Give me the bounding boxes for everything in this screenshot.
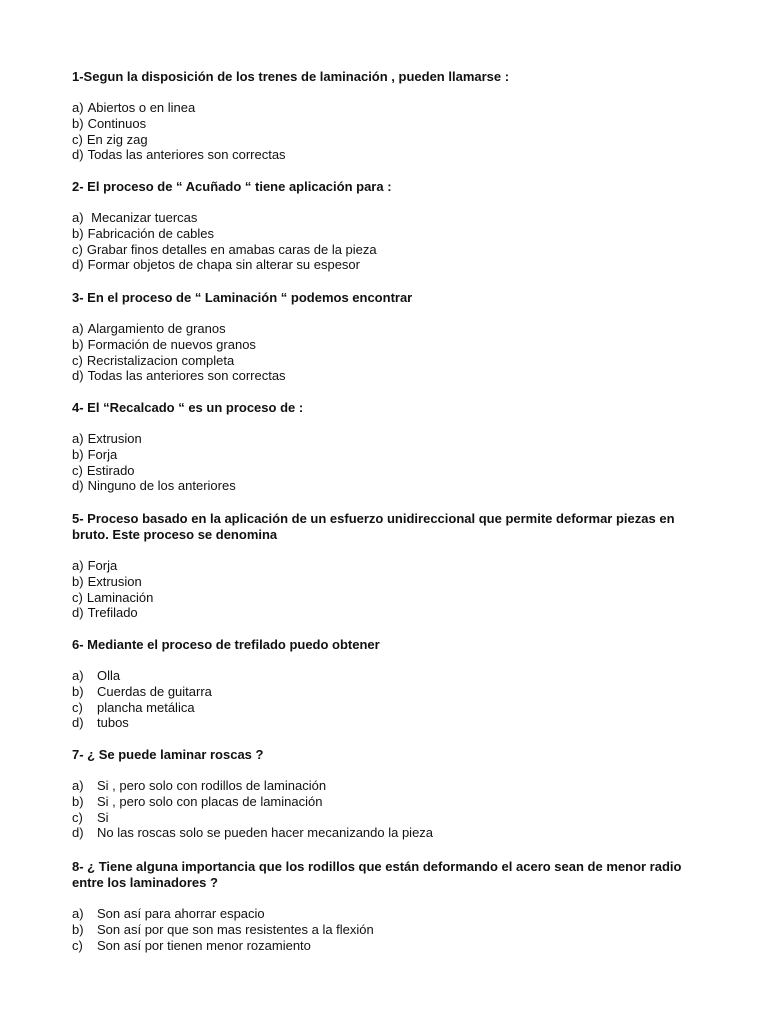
option-text: Olla: [97, 668, 121, 683]
option-text: Cuerdas de guitarra: [97, 683, 212, 699]
option-letter: a): [72, 668, 84, 683]
option-letter: a): [72, 558, 84, 573]
option-list: [72, 431, 712, 494]
question-3: [72, 290, 712, 384]
option-text: Forja: [87, 558, 118, 573]
option-letter: c): [72, 699, 83, 715]
option-letter: a): [72, 431, 84, 446]
option-b: [72, 116, 712, 132]
question-7: [72, 747, 712, 841]
option-d: [72, 715, 712, 731]
option-letter: c): [72, 352, 83, 368]
option-text: Extrusion: [87, 431, 142, 446]
option-c: [72, 353, 712, 369]
question-title: 3- En el proceso de “ Laminación “ podemos encontrar: [72, 290, 413, 305]
option-text: Son así para ahorrar espacio: [97, 906, 265, 921]
option-b: [72, 684, 712, 700]
option-text: tubos: [97, 715, 129, 731]
option-list: [72, 210, 712, 273]
option-b: [72, 226, 712, 242]
option-text: Son así por que son mas resistentes a la flexión: [97, 921, 374, 937]
option-letter: d): [72, 715, 84, 731]
option-text: Ninguno de los anteriores: [87, 478, 236, 494]
option-letter: a): [72, 906, 84, 921]
option-letter: b): [72, 793, 84, 809]
option-letter: c): [72, 809, 83, 825]
option-text: Estirado: [86, 462, 135, 478]
option-list: [72, 668, 712, 731]
option-list: [72, 906, 712, 953]
option-text: Si , pero solo con placas de laminación: [97, 793, 323, 809]
option-letter: b): [72, 921, 84, 937]
option-text: Trefilado: [87, 605, 138, 621]
question-title: 2- El proceso de “ Acuñado “ tiene aplicación para :: [72, 179, 392, 194]
question-title: 6- Mediante el proceso de trefilado puedo obtener: [72, 637, 380, 652]
question-title: 5- Proceso basado en la aplicación de un esfuerzo unidireccional que permite deformar piezas en bruto. Este proceso se denomina: [72, 511, 679, 542]
option-text: plancha metálica: [97, 699, 195, 715]
option-letter: c): [72, 937, 83, 953]
option-letter: b): [72, 683, 84, 699]
question-title: 8- ¿ Tiene alguna importancia que los rodillos que están deformando el acero sean de menor radio entre los laminadores ?: [72, 859, 686, 890]
option-text: Laminación: [86, 589, 154, 605]
option-d: [72, 147, 712, 163]
option-letter: b): [72, 446, 84, 462]
option-a: [72, 210, 712, 226]
option-list: [72, 100, 712, 163]
option-letter: a): [72, 210, 84, 225]
question-8: [72, 859, 712, 953]
option-letter: d): [72, 605, 84, 621]
option-letter: c): [72, 131, 83, 147]
option-text: Recristalizacion completa: [86, 352, 235, 368]
option-list: [72, 558, 712, 621]
option-letter: d): [72, 257, 84, 273]
option-a: [72, 100, 712, 116]
option-b: [72, 337, 712, 353]
option-list: [72, 321, 712, 384]
option-text: Si , pero solo con rodillos de laminación: [97, 778, 327, 793]
option-text: Si: [97, 809, 109, 825]
option-letter: d): [72, 825, 84, 841]
option-c: [72, 132, 712, 148]
option-text: Grabar finos detalles en amabas caras de la pieza: [86, 241, 377, 257]
option-c: [72, 242, 712, 258]
question-1: [72, 69, 712, 163]
question-6: [72, 637, 712, 731]
option-letter: b): [72, 115, 84, 131]
option-a: [72, 321, 712, 337]
option-a: [72, 906, 712, 922]
option-text: Son así por tienen menor rozamiento: [97, 937, 311, 953]
option-a: [72, 778, 712, 794]
option-text: Abiertos o en linea: [87, 100, 196, 115]
option-text: Todas las anteriores son correctas: [87, 368, 286, 384]
option-letter: d): [72, 147, 84, 163]
option-d: [72, 257, 712, 273]
option-a: [72, 431, 712, 447]
option-letter: b): [72, 336, 84, 352]
option-c: [72, 463, 712, 479]
option-text: Continuos: [87, 115, 147, 131]
option-b: [72, 574, 712, 590]
option-d: [72, 825, 712, 841]
option-letter: c): [72, 462, 83, 478]
option-c: [72, 590, 712, 606]
option-b: [72, 447, 712, 463]
option-text: Forja: [87, 446, 118, 462]
question-title: 1-Segun la disposición de los trenes de laminación , pueden llamarse :: [72, 69, 510, 84]
option-letter: a): [72, 778, 84, 793]
option-letter: c): [72, 589, 83, 605]
question-title: 7- ¿ Se puede laminar roscas ?: [72, 747, 264, 762]
question-title: 4- El “Recalcado “ es un proceso de :: [72, 400, 304, 415]
option-c: [72, 810, 712, 826]
option-d: [72, 368, 712, 384]
option-a: [72, 668, 712, 684]
option-text: Todas las anteriores son correctas: [87, 147, 286, 163]
option-letter: a): [72, 321, 84, 336]
option-b: [72, 922, 712, 938]
option-letter: b): [72, 573, 84, 589]
option-list: [72, 778, 712, 841]
option-text: Alargamiento de granos: [87, 321, 226, 336]
option-letter: d): [72, 368, 84, 384]
option-letter: a): [72, 100, 84, 115]
option-text: No las roscas solo se pueden hacer mecanizando la pieza: [97, 825, 434, 841]
option-text: En zig zag: [86, 131, 148, 147]
option-a: [72, 558, 712, 574]
question-4: [72, 400, 712, 494]
option-d: [72, 605, 712, 621]
option-text: Fabricación de cables: [87, 225, 215, 241]
option-text: Extrusion: [87, 573, 142, 589]
option-c: [72, 700, 712, 716]
option-text: Formar objetos de chapa sin alterar su espesor: [87, 257, 360, 273]
option-text: Mecanizar tuercas: [87, 210, 198, 225]
option-letter: b): [72, 225, 84, 241]
option-c: [72, 938, 712, 954]
option-d: [72, 478, 712, 494]
question-2: [72, 179, 712, 273]
question-5: [72, 511, 712, 621]
option-text: Formación de nuevos granos: [87, 336, 256, 352]
option-letter: c): [72, 241, 83, 257]
option-letter: d): [72, 478, 84, 494]
option-b: [72, 794, 712, 810]
